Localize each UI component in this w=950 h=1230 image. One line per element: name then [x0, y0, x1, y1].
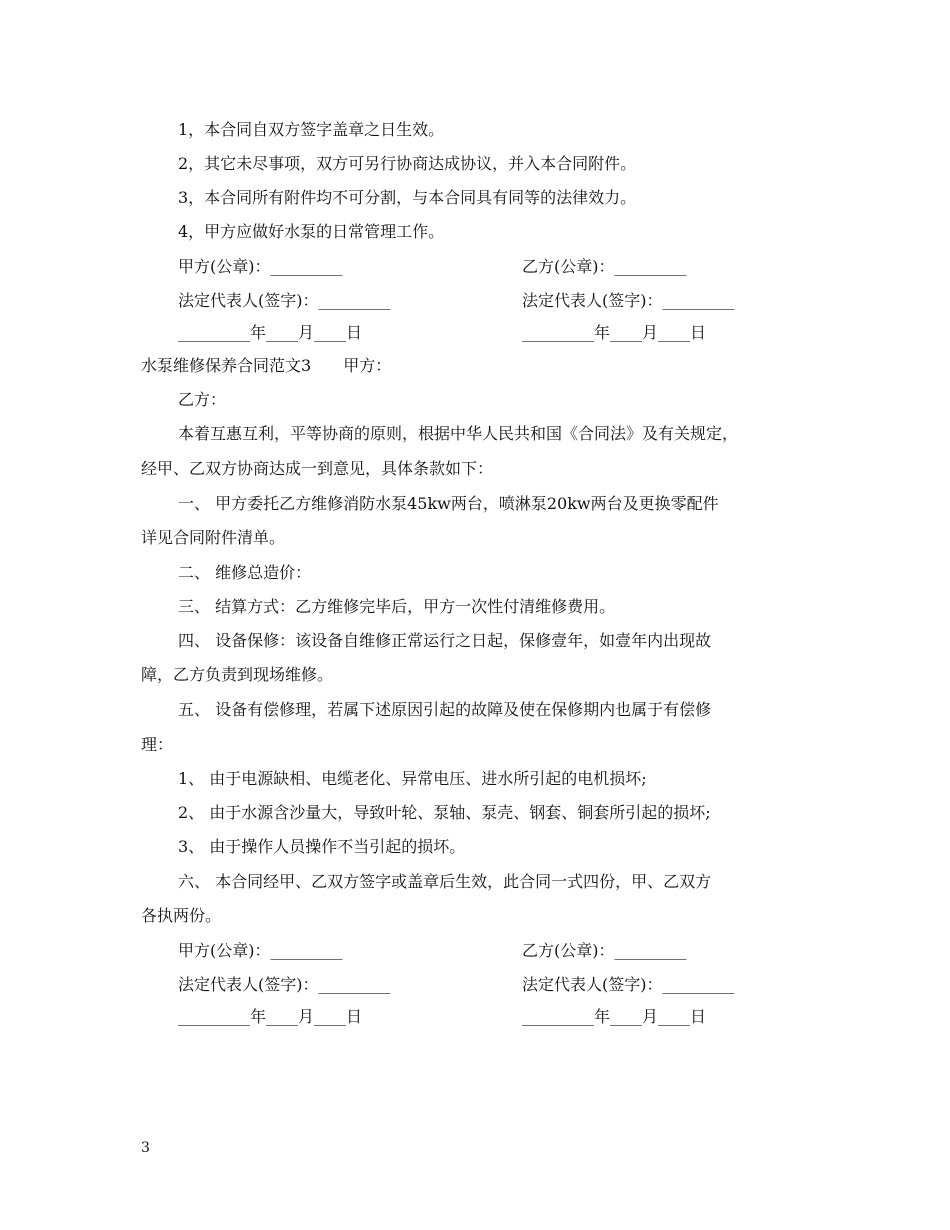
term-line: 六、 本合同经甲、乙双方签字或盖章后生效，此合同一式四份，甲、乙双方: [178, 872, 712, 891]
party-b-date: _________年____月____日: [522, 1007, 707, 1026]
party-b-date: _________年____月____日: [522, 323, 707, 342]
term-line: 二、 维修总造价：: [178, 563, 312, 582]
term-line: 四、 设备保修：该设备自维修正常运行之日起，保修壹年，如壹年内出现故: [178, 631, 712, 650]
term-line: 3、 由于操作人员操作不当引起的损坏。: [178, 837, 466, 856]
party-b-representative: 法定代表人(签字)：_________: [522, 291, 735, 310]
term-line: 三、 结算方式：乙方维修完毕后，甲方一次性付清维修费用。: [178, 597, 616, 616]
party-b-seal: 乙方(公章)：_________: [522, 257, 687, 276]
party-a-representative: 法定代表人(签字)：_________: [178, 975, 391, 994]
term-line: 一、 甲方委托乙方维修消防水泵45kw两台，喷淋泵20kw两台及更换零配件: [178, 494, 719, 513]
party-a-label: 甲方：: [343, 356, 392, 375]
party-b-label: 乙方：: [178, 390, 227, 409]
clause-line: 4，甲方应做好水泵的日常管理工作。: [178, 222, 445, 241]
term-line: 详见合同附件清单。: [141, 528, 286, 547]
party-b-representative: 法定代表人(签字)：_________: [522, 975, 735, 994]
party-a-date: _________年____月____日: [178, 323, 363, 342]
term-line: 1、 由于电源缺相、电缆老化、异常电压、进水所引起的电机损坏;: [178, 769, 647, 788]
party-a-date: _________年____月____日: [178, 1007, 363, 1026]
party-a-seal: 甲方(公章)：_________: [178, 941, 343, 960]
section-title: 水泵维修保养合同范文3: [141, 356, 312, 375]
term-line: 各执两份。: [141, 906, 222, 925]
intro-line: 经甲、乙双方协商达成一到意见，具体条款如下：: [141, 459, 494, 478]
clause-line: 1，本合同自双方签字盖章之日生效。: [178, 120, 445, 139]
term-line: 理：: [141, 735, 174, 754]
clause-line: 3，本合同所有附件均不可分割，与本合同具有同等的法律效力。: [178, 188, 637, 207]
intro-line: 本着互惠互利，平等协商的原则，根据中华人民共和国《合同法》及有关规定，: [178, 424, 739, 443]
term-line: 障，乙方负责到现场维修。: [141, 665, 334, 684]
term-line: 五、 设备有偿修理，若属下述原因引起的故障及使在保修期内也属于有偿修: [178, 700, 712, 719]
party-a-representative: 法定代表人(签字)：_________: [178, 291, 391, 310]
section-title-row: [141, 356, 391, 376]
party-a-seal: 甲方(公章)：_________: [178, 257, 343, 276]
page-number: 3: [141, 1140, 150, 1156]
clause-line: 2，其它未尽事项，双方可另行协商达成协议，并入本合同附件。: [178, 154, 637, 173]
party-b-seal: 乙方(公章)：_________: [522, 941, 687, 960]
term-line: 2、 由于水源含沙量大，导致叶轮、泵轴、泵壳、钢套、铜套所引起的损坏;: [178, 803, 711, 822]
